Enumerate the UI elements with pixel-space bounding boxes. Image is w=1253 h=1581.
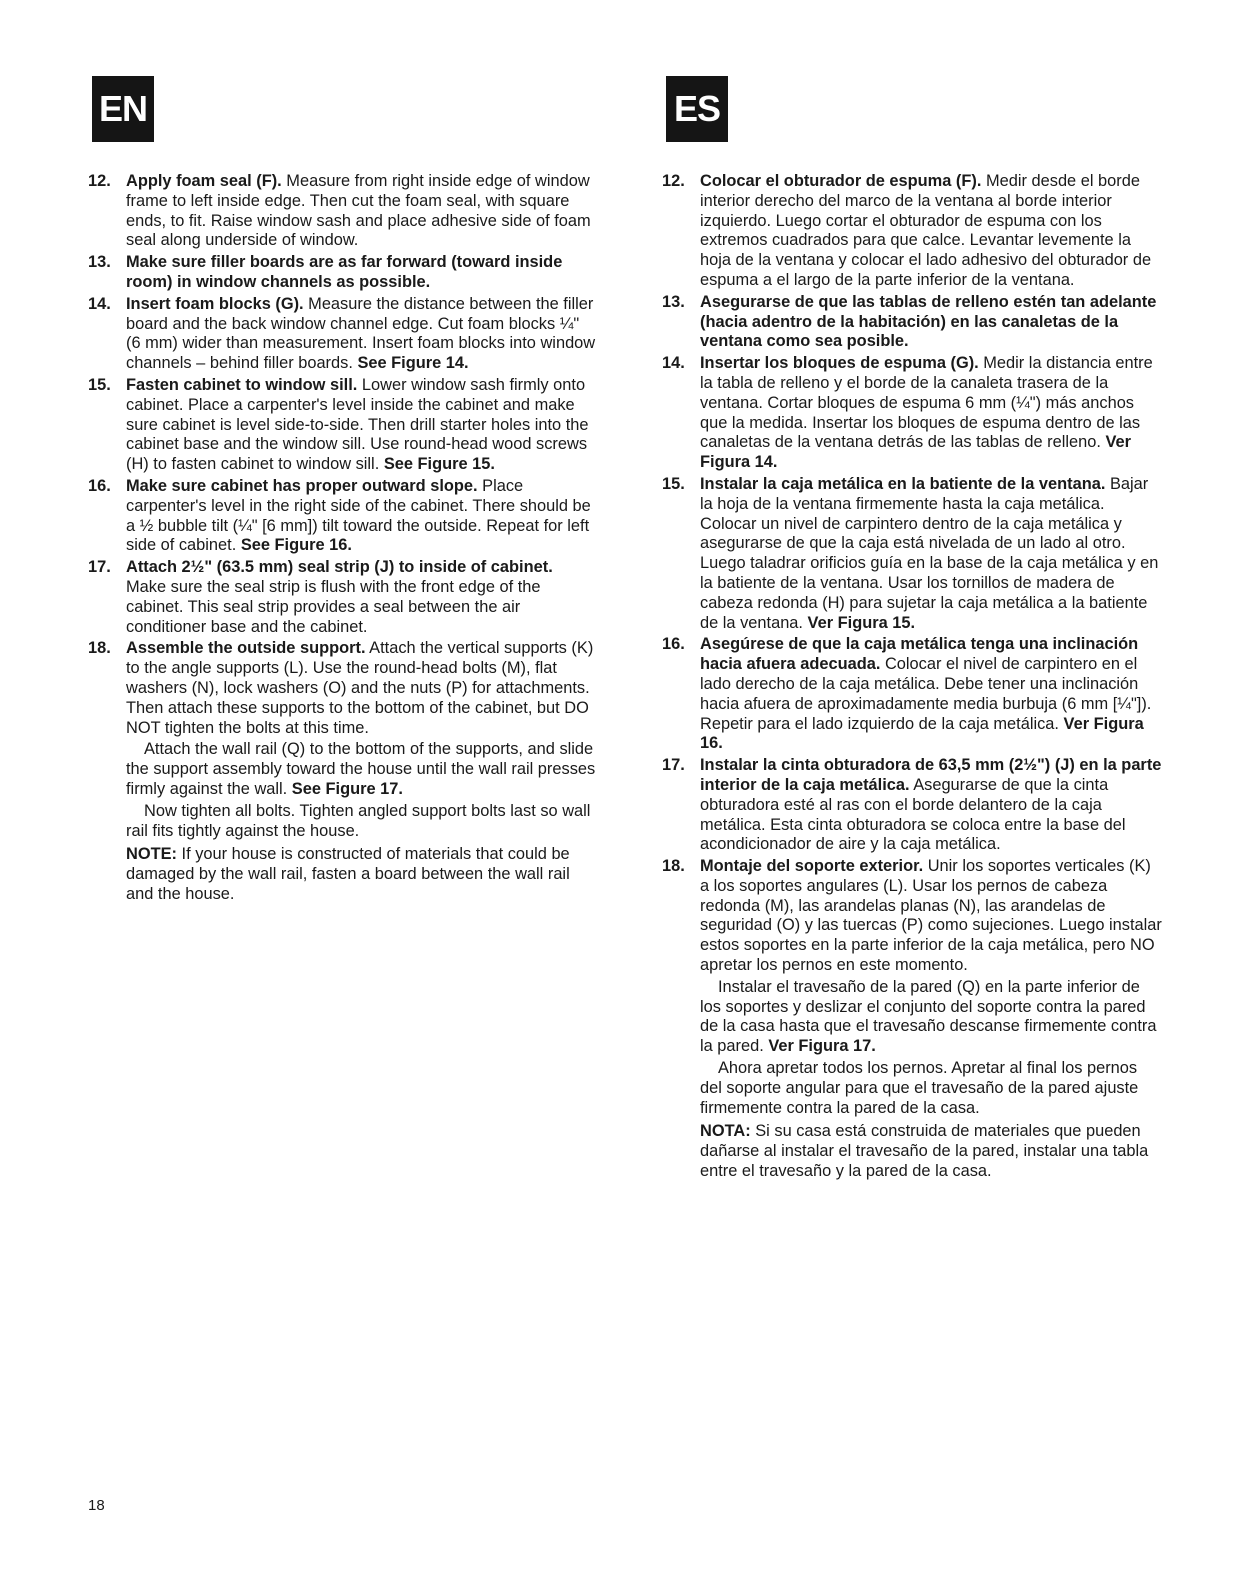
step-text: Asegurarse de que la cinta obturadora esté al ras con el borde delantero de la caja metálica. Esta cinta obturadora se coloca entre la base del acondicionador de aire y la caja metálica. xyxy=(700,775,1126,854)
step-heading: Instalar la cinta obturadora de 63,5 mm (2½") (J) en la parte interior de la caja metálica. xyxy=(700,756,1162,794)
note-text: If your house is constructed of materials that could be damaged by the wall rail, fasten a board between the wall rail and the house. xyxy=(126,845,570,903)
step-heading: Instalar la caja metálica en la batiente de la ventana. xyxy=(700,474,1106,493)
wall-rail-paragraph xyxy=(88,740,596,799)
step-18 xyxy=(88,639,596,738)
step-heading: Apply foam seal (F). xyxy=(126,172,282,190)
step-number: 16. xyxy=(88,476,111,495)
figure-reference: See Figure 17. xyxy=(291,779,403,798)
step-17 xyxy=(662,756,1162,855)
step-number: 17. xyxy=(662,756,685,775)
language-badge-en: EN xyxy=(92,76,154,142)
step-text: Lower window sash firmly onto cabinet. Place a carpenter's level inside the cabinet and make sure cabinet is level side-to-side. Then drill starter holes into the cabinet base and the window sill. Use round-head wood screws (H) to fasten cabinet to window sill. xyxy=(126,375,589,474)
step-13 xyxy=(662,293,1162,352)
step-heading: Assemble the outside support. xyxy=(126,639,366,658)
step-heading: Montaje del soporte exterior. xyxy=(700,857,924,876)
step-number: 12. xyxy=(88,172,111,190)
step-13 xyxy=(88,253,596,293)
note-label: NOTA: xyxy=(700,1122,751,1141)
step-heading: Insertar los bloques de espuma (G). xyxy=(700,354,979,373)
paragraph-text: Attach the wall rail (Q) to the bottom of the supports, and slide the support assembly toward the house until the wall rail presses firmly against the wall. xyxy=(126,740,596,798)
step-text: Medir la distancia entre la tabla de relleno y el borde de la canaleta trasera de la ventana. Cortar bloques de espuma 6 mm (¼") más anchos que la medida. Insertar los bloques de espuma dentro de las canaletas de la ventana detrás de las tablas de relleno. xyxy=(700,354,1153,452)
step-text: Medir desde el borde interior derecho del marco de la ventana al borde interior izquierdo. Luego cortar el obturador de espuma con los extremos cuadrados para que calce. Levantar levemente la hoja de la ventana y colocar el lado adhesivo del obturador de espuma a el largo de la parte inferior de la ventana. xyxy=(700,172,1152,289)
step-heading: Attach 2½" (63.5 mm) seal strip (J) to inside of cabinet. xyxy=(126,558,553,577)
paragraph-text: Instalar el travesaño de la pared (Q) en la parte inferior de los soportes y deslizar el conjunto del soporte contra la pared de la casa hasta que el travesaño descanse firmemente contra la pared. xyxy=(700,977,1157,1056)
wall-rail-paragraph xyxy=(662,978,1162,1057)
step-number: 14. xyxy=(88,294,111,313)
note xyxy=(662,1122,1162,1181)
step-12 xyxy=(88,172,596,251)
step-heading: Colocar el obturador de espuma (F). xyxy=(700,172,982,190)
step-heading: Fasten cabinet to window sill. xyxy=(126,375,358,394)
step-heading: Make sure filler boards are as far forward (toward inside room) in window channels as possible. xyxy=(126,253,563,291)
figure-reference: See Figure 15. xyxy=(383,455,495,474)
step-heading: Asegúrese de que la caja metálica tenga una inclinación hacia afuera adecuada. xyxy=(700,635,1139,674)
note-text: Si su casa está construida de materiales que pueden dañarse al instalar el travesaño de la pared, instalar una tabla entre el travesaño y la pared de la casa. xyxy=(700,1122,1149,1181)
step-number: 13. xyxy=(662,292,685,311)
figure-reference: Ver Figura 15. xyxy=(807,613,916,632)
figure-reference: Ver Figura 16. xyxy=(700,714,1144,753)
step-14 xyxy=(88,295,596,374)
step-heading: Make sure cabinet has proper outward slope. xyxy=(126,476,478,495)
tighten-bolts-paragraph: Ahora apretar todos los pernos. Apretar al final los pernos del soporte angular para que el travesaño de la pared ajuste firmemente contra la pared de la casa. xyxy=(700,1059,1139,1117)
step-text: Place carpenter's level in the right side of the cabinet. There should be a ½ bubble tilt (¼" [6 mm]) tilt toward the outside. Repeat for left side of cabinet. xyxy=(126,476,591,555)
step-12 xyxy=(662,172,1162,291)
step-text: Make sure the seal strip is flush with the front edge of the cabinet. This seal strip provides a seal between the air conditioner base and the cabinet. xyxy=(126,577,541,636)
tighten-bolts-paragraph: Now tighten all bolts. Tighten angled support bolts last so wall rail fits tightly against the house. xyxy=(126,801,591,840)
step-number: 17. xyxy=(88,558,111,577)
step-16 xyxy=(662,635,1162,754)
figure-reference: See Figure 16. xyxy=(240,536,352,555)
step-heading: Insert foam blocks (G). xyxy=(126,294,304,313)
step-17 xyxy=(88,558,596,637)
step-text: Colocar el nivel de carpintero en el lado derecho de la caja metálica. Debe tener una inclinación hacia afuera de aproximadamente media burbuja (6 mm [¼"]). Repetir para el lado izquierdo de la caja metálica. xyxy=(700,655,1152,733)
step-number: 18. xyxy=(88,639,111,658)
english-column xyxy=(88,172,596,905)
step-14 xyxy=(662,354,1162,473)
step-18 xyxy=(662,857,1162,976)
step-16 xyxy=(88,477,596,556)
step-number: 15. xyxy=(662,474,685,493)
step-heading: Asegurarse de que las tablas de relleno estén tan adelante (hacia adentro de la habitación) en las canaletas de la ventana como sea posible. xyxy=(700,292,1157,351)
note xyxy=(88,845,596,904)
step-number: 15. xyxy=(88,375,111,394)
step-text: Unir los soportes verticales (K) a los soportes angulares (L). Usar los pernos de cabeza redonda (M), las arandelas planas (N), las arandelas de seguridad (O) y las tuercas (P) como sujeciones. Luego instalar estos soportes en la parte inferior de la caja metálica, pero NO apretar los pernos en este momento. xyxy=(700,857,1162,975)
step-number: 13. xyxy=(88,253,111,272)
page-number: 18 xyxy=(88,1497,105,1514)
step-number: 14. xyxy=(662,354,685,373)
step-15 xyxy=(662,475,1162,633)
step-text: Measure the distance between the filler board and the back window channel edge. Cut foam blocks ¼" (6 mm) wider than measurement. Insert foam blocks into window channels – behind filler boards. xyxy=(126,294,596,373)
figure-reference: See Figure 14. xyxy=(357,354,469,373)
step-number: 16. xyxy=(662,635,685,654)
step-number: 12. xyxy=(662,172,685,190)
language-badge-es: ES xyxy=(666,76,728,142)
step-text: Bajar la hoja de la ventana firmemente hasta la caja metálica. Colocar un nivel de carpintero dentro de la caja metálica y asegurarse de que la caja está nivelada de un lado al otro. Luego taladrar orificios guía en la base de la caja metálica y en la batiente de la ventana. Usar los tornillos de madera de cabeza redonda (H) para sujetar la caja metálica a la batiente de la ventana. xyxy=(700,474,1159,632)
spanish-column xyxy=(662,172,1162,1182)
step-number: 18. xyxy=(662,857,685,876)
note-label: NOTE: xyxy=(126,845,177,864)
step-15 xyxy=(88,376,596,475)
figure-reference: Ver Figura 14. xyxy=(700,433,1132,472)
step-text: Attach the vertical supports (K) to the angle supports (L). Use the round-head bolts (M), flat washers (N), lock washers (O) and the nuts (P) for attachments. Then attach these supports to the bottom of the cabinet, but DO NOT tighten the bolts at this time. xyxy=(126,639,594,737)
figure-reference: Ver Figura 17. xyxy=(768,1037,876,1056)
step-text: Measure from right inside edge of window frame to left inside edge. Then cut the foam seal, with square ends, to fit. Raise window sash and place adhesive side of foam seal along underside of window. xyxy=(126,172,591,250)
